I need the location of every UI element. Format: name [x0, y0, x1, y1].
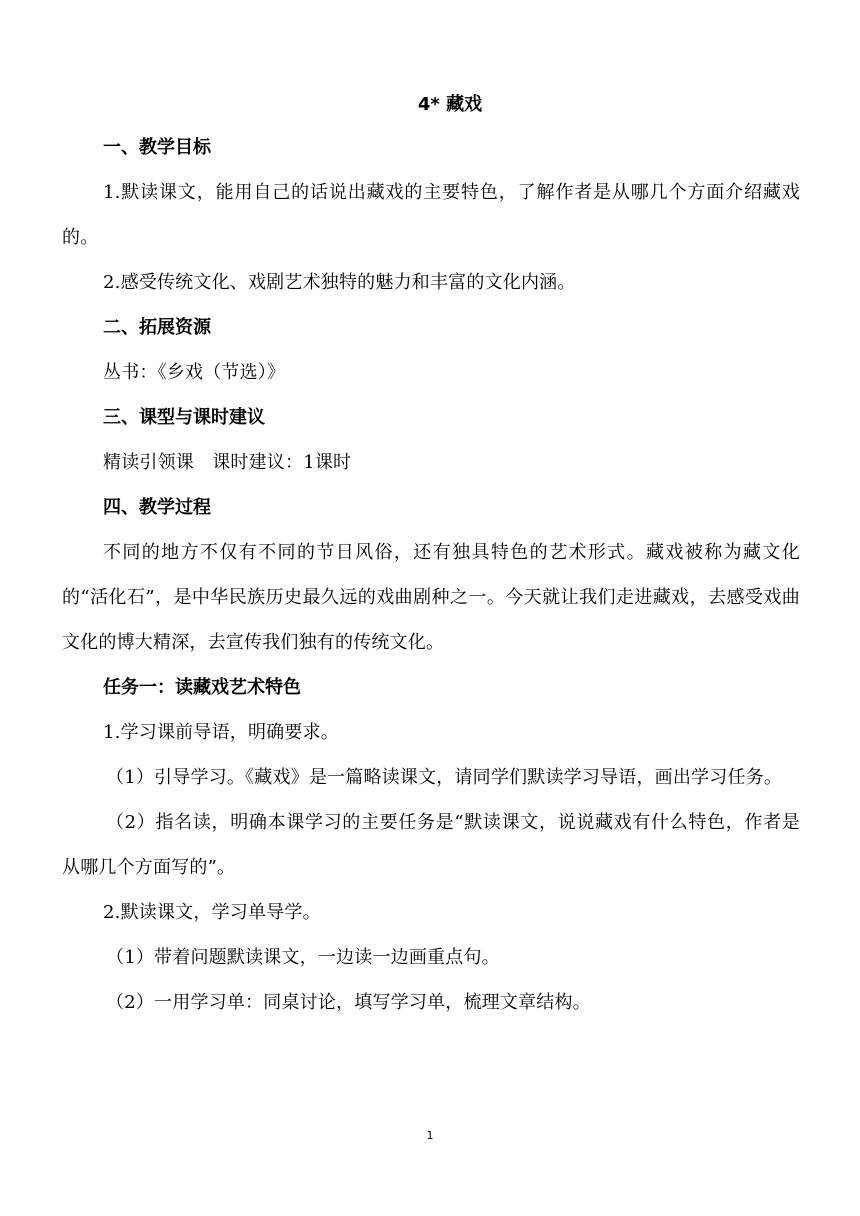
step-1-item-1: （1）引导学习。《藏戏》是一篇略读课文，请同学们默读学习导语，画出学习任务。	[106, 767, 783, 788]
task-1-heading: 任务一：读藏戏艺术特色	[103, 677, 301, 698]
page-number: 1	[426, 1129, 434, 1142]
section-heading-lesson-type: 三、课型与课时建议	[103, 407, 265, 428]
document-sections	[62, 125, 800, 1025]
step-1: 1.学习课前导语，明确要求。	[103, 722, 339, 743]
section-heading-objectives: 一、教学目标	[103, 137, 211, 158]
document-title: 4* 藏戏	[417, 94, 483, 115]
step-2-item-1: （1）带着问题默读课文，一边读一边画重点句。	[106, 947, 500, 968]
step-1-item-2: （2）指名读，明确本课学习的主要任务是“默读课文，说说藏戏有什么特色，作者是从哪几个方面写的”。	[62, 812, 800, 878]
document-body	[62, 84, 800, 1025]
resource-line: 丛书：《乡戏（节选）》	[103, 362, 286, 383]
lesson-type-line: 精读引领课 课时建议：1课时	[103, 452, 352, 473]
intro-paragraph: 不同的地方不仅有不同的节日风俗，还有独具特色的艺术形式。藏戏被称为藏文化的“活化石”，是中华民族历史最久远的戏曲剧种之一。今天就让我们走进藏戏，去感受戏曲文化的博大精深，去宣传我们独有的传统文化。	[62, 542, 800, 653]
step-2: 2.默读课文，学习单导学。	[103, 902, 321, 923]
section-heading-process: 四、教学过程	[103, 497, 211, 518]
step-2-item-2: （2）一用学习单：同桌讨论，填写学习单，梳理文章结构。	[106, 992, 591, 1013]
section-heading-resources: 二、拓展资源	[103, 317, 211, 338]
objective-1: 1.默读课文，能用自己的话说出藏戏的主要特色，了解作者是从哪几个方面介绍藏戏的。	[62, 182, 800, 248]
objective-2: 2.感受传统文化、戏剧艺术独特的魅力和丰富的文化内涵。	[103, 272, 576, 293]
